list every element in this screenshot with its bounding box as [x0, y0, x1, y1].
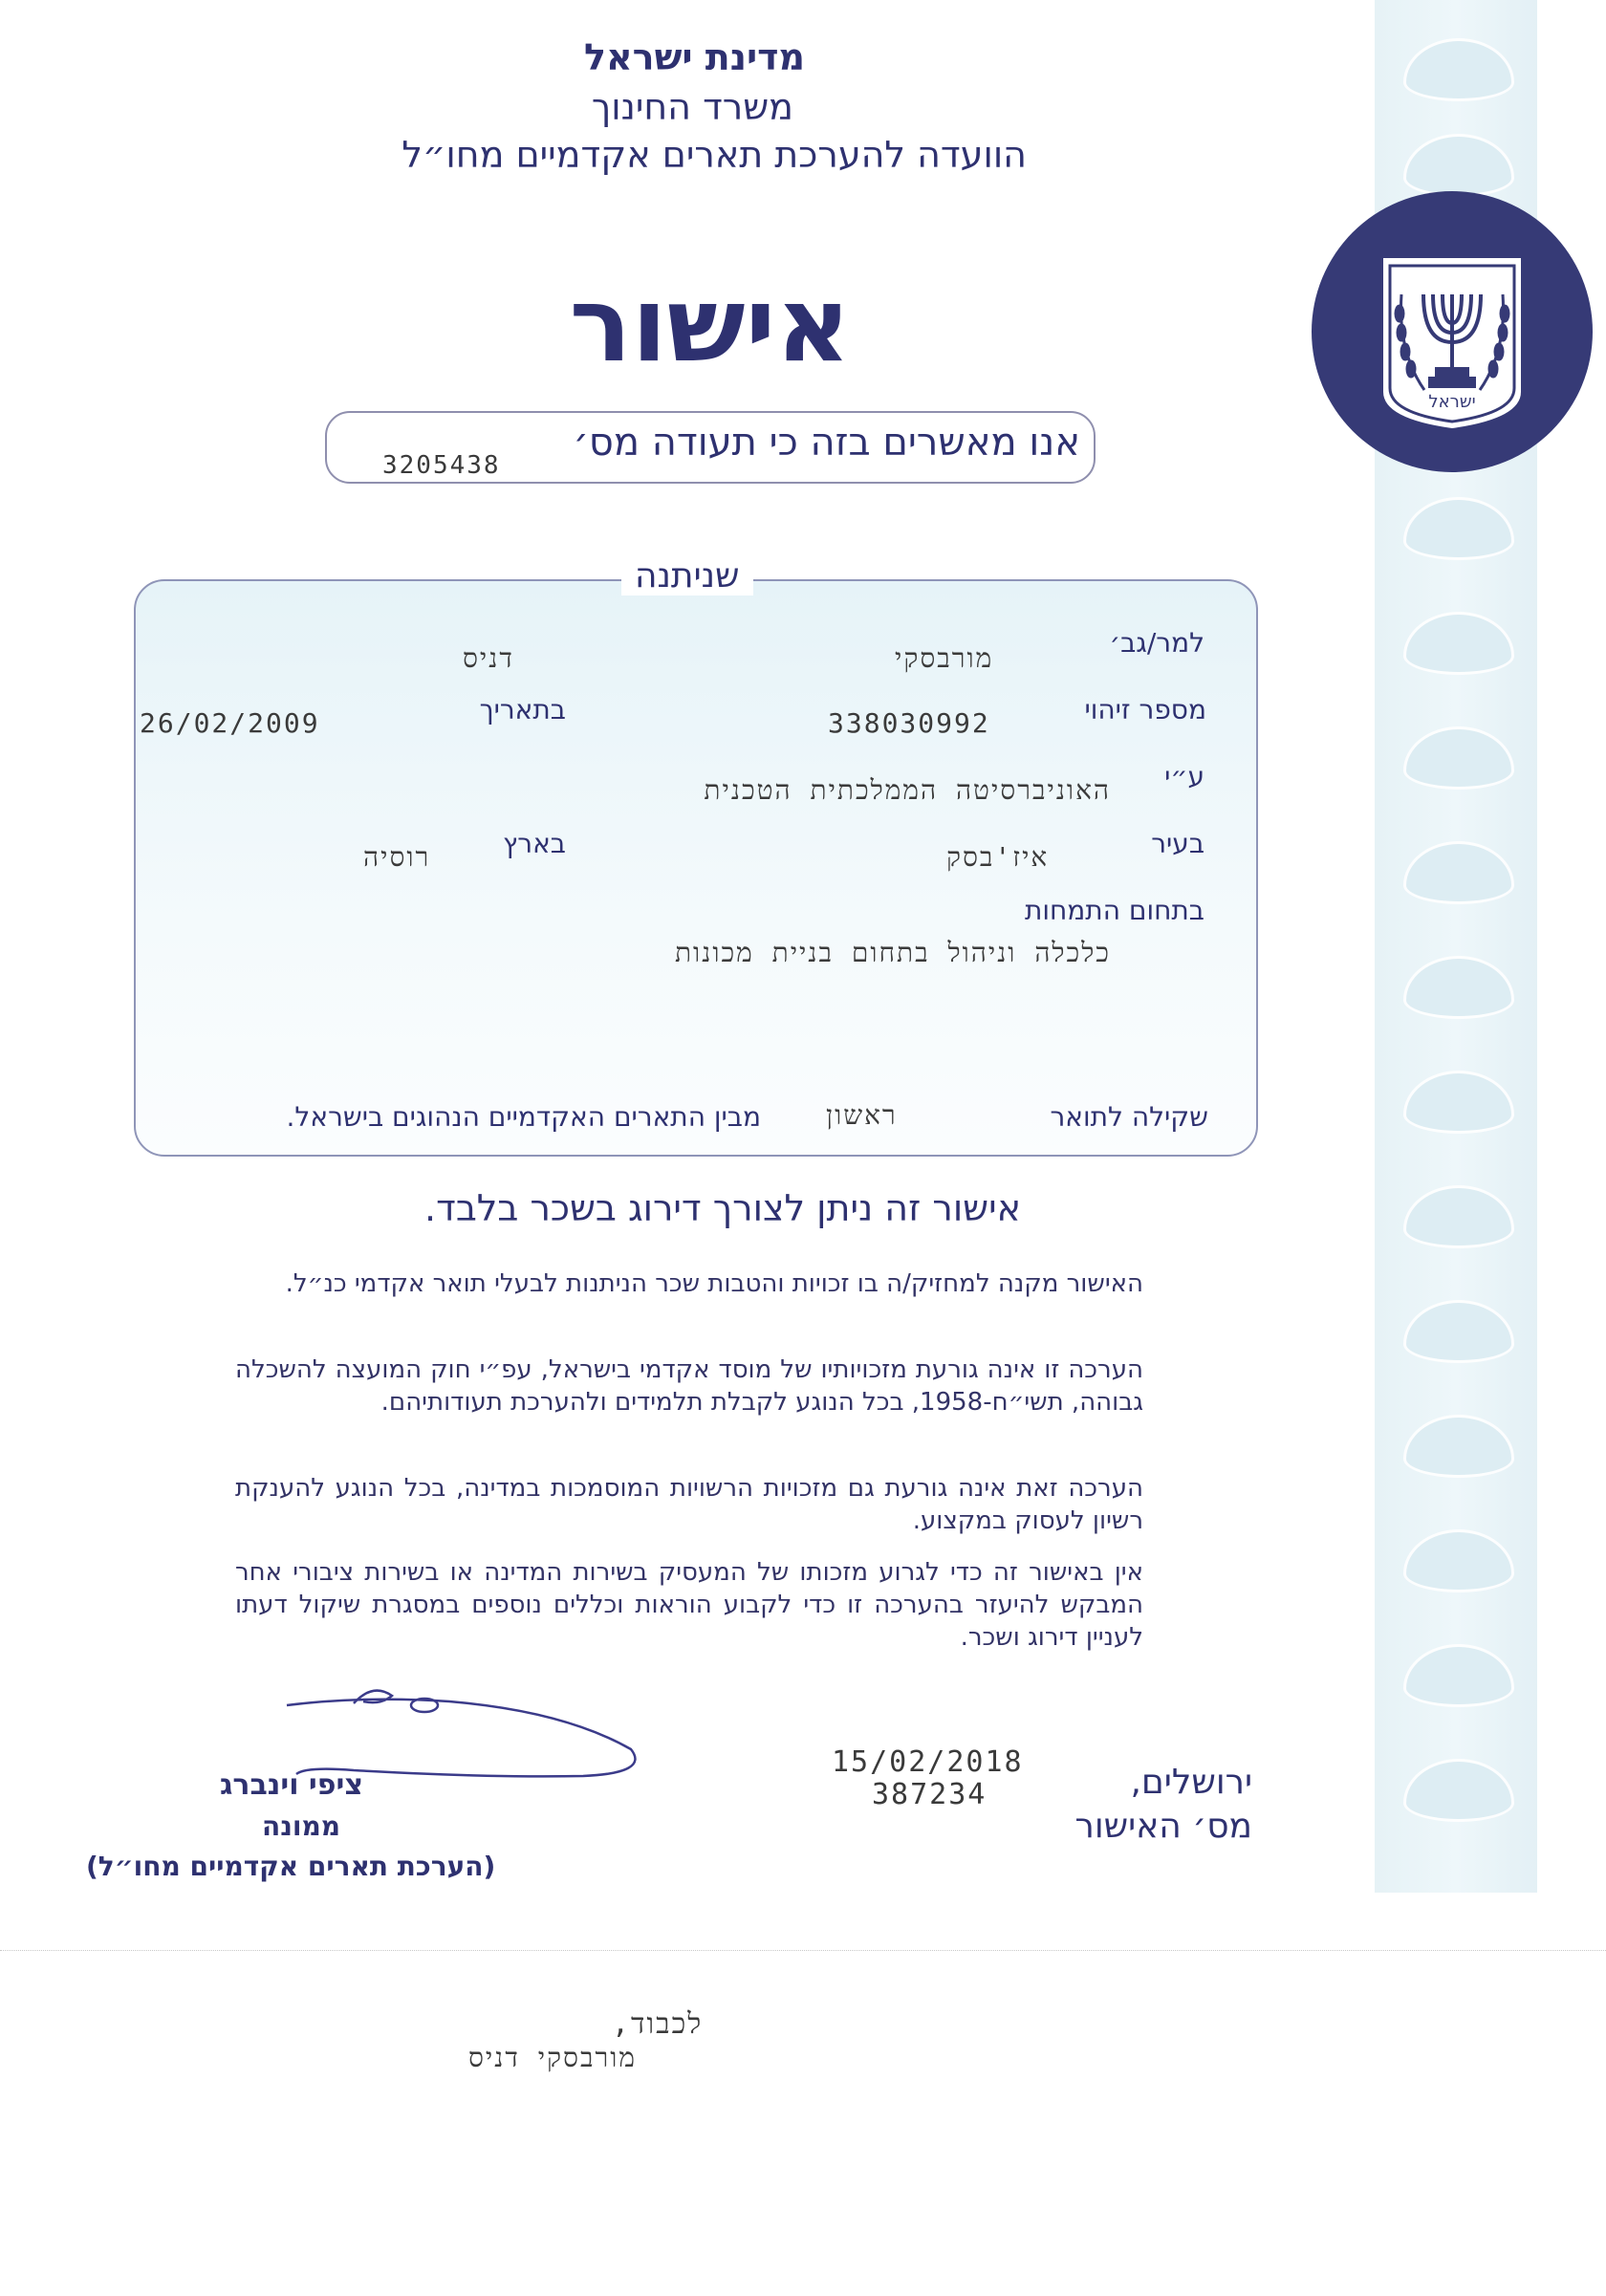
signer-unit: (הערכת תארים אקדמיים מחו״ל) [86, 1851, 496, 1882]
document-title: אישור [569, 266, 851, 385]
equivalence-label: שקילה לתואר [1050, 1101, 1208, 1133]
addressee-name: מורבסקי דניס [468, 2042, 637, 2073]
certify-text: אנו מאשרים בזה כי תעודה מס׳ [573, 421, 1080, 465]
state-name: מדינת ישראל [584, 36, 805, 78]
leaf-ornament [1403, 841, 1514, 904]
equivalence-suffix: מבין התארים האקדמיים הנהוגים בישראל. [286, 1101, 761, 1133]
issue-date: 15/02/2018 [832, 1745, 1024, 1779]
purpose-statement: אישור זה ניתן לצורך דירוג בשכר בלבד. [424, 1187, 1021, 1229]
to-label: למר/גב׳ [1109, 627, 1204, 659]
leaf-ornament [1403, 1759, 1514, 1822]
leaf-ornament [1403, 1185, 1514, 1248]
date-label: בתאריך [479, 694, 566, 726]
country-value: רוסיה [363, 841, 431, 873]
field-label: בתחום התמחות [1024, 895, 1204, 926]
degree-value: ראשון [826, 1099, 898, 1131]
surname-value: מורבסקי [895, 642, 994, 674]
leaf-ornament [1403, 38, 1514, 101]
ministry-name: משרד החינוך [591, 86, 793, 128]
certificate-number: 3205438 [382, 451, 501, 480]
country-label: בארץ [503, 828, 566, 859]
leaf-ornament [1403, 1415, 1514, 1478]
issue-city: ירושלים, [1130, 1763, 1252, 1802]
leaf-ornament [1403, 612, 1514, 675]
leaf-ornament [1403, 1529, 1514, 1592]
field-value: כלכלה וניהול בתחום בניית מכונות [674, 937, 1111, 968]
approval-number-label: מס׳ האישור [1074, 1807, 1252, 1846]
addressee-label: לכבוד, [612, 2007, 704, 2041]
institution-value: האוניברסיטה הממלכתית הטכנית [704, 774, 1111, 806]
paragraph: הערכה זו אינה גורעת מזכויותיו של מוסד אקדמי בישראל, עפ״י חוק המועצה להשכלה גבוהה, תשי״ח-1958, בכל הנוגע לקבלת תלמידים ולהערכת תעודותיהם. [235, 1355, 1143, 1417]
leaf-ornament [1403, 726, 1514, 790]
institution-label: ע״י [1164, 761, 1204, 792]
approval-number: 387234 [872, 1778, 987, 1811]
details-panel [134, 579, 1258, 1157]
leaf-ornament [1403, 1300, 1514, 1363]
id-value: 338030992 [828, 707, 990, 739]
id-label: מספר זיהוי [1084, 694, 1206, 726]
details-heading: שניתנה [621, 556, 753, 596]
first-name-value: דניס [463, 642, 514, 674]
page-separator [0, 1950, 1606, 1951]
paragraph: הערכה זאת אינה גורעת גם מזכויות הרשויות המוסמכות במדינה, בכל הנוגע להענקת רשיון לעסוק במקצוע. [235, 1474, 1143, 1535]
leaf-ornament [1403, 497, 1514, 560]
leaf-ornament [1403, 1644, 1514, 1707]
paragraph: האישור מקנה למחזיק/ה בו זכויות והטבות שכר הניתנות לבעלי תואר אקדמי כנ״ל. [285, 1269, 1143, 1298]
emblem-label: ישראל [1428, 392, 1476, 412]
date-value: 26/02/2009 [140, 707, 320, 739]
city-label: בעיר [1151, 828, 1204, 859]
leaf-ornament [1403, 956, 1514, 1019]
leaf-ornament [1403, 134, 1514, 197]
signer-role: ממונה [262, 1810, 341, 1842]
paragraph: אין באישור זה כדי לגרוע מזכותו של המעסיק בשירות המדינה או בשירות ציבורי אחר המבקש להיעזר בהערכה זו כדי לקבוע הוראות וכללים נוספים במסגרת שיקול דעתו לעניין דירוג ושכר. [235, 1558, 1143, 1652]
committee-name: הוועדה להערכת תארים אקדמיים מחו״ל [402, 134, 1027, 176]
leaf-ornament [1403, 1071, 1514, 1134]
state-emblem-icon [1310, 189, 1595, 474]
signer-name: ציפי וינברג [220, 1768, 363, 1802]
city-value: איז'בסק [946, 841, 1050, 873]
